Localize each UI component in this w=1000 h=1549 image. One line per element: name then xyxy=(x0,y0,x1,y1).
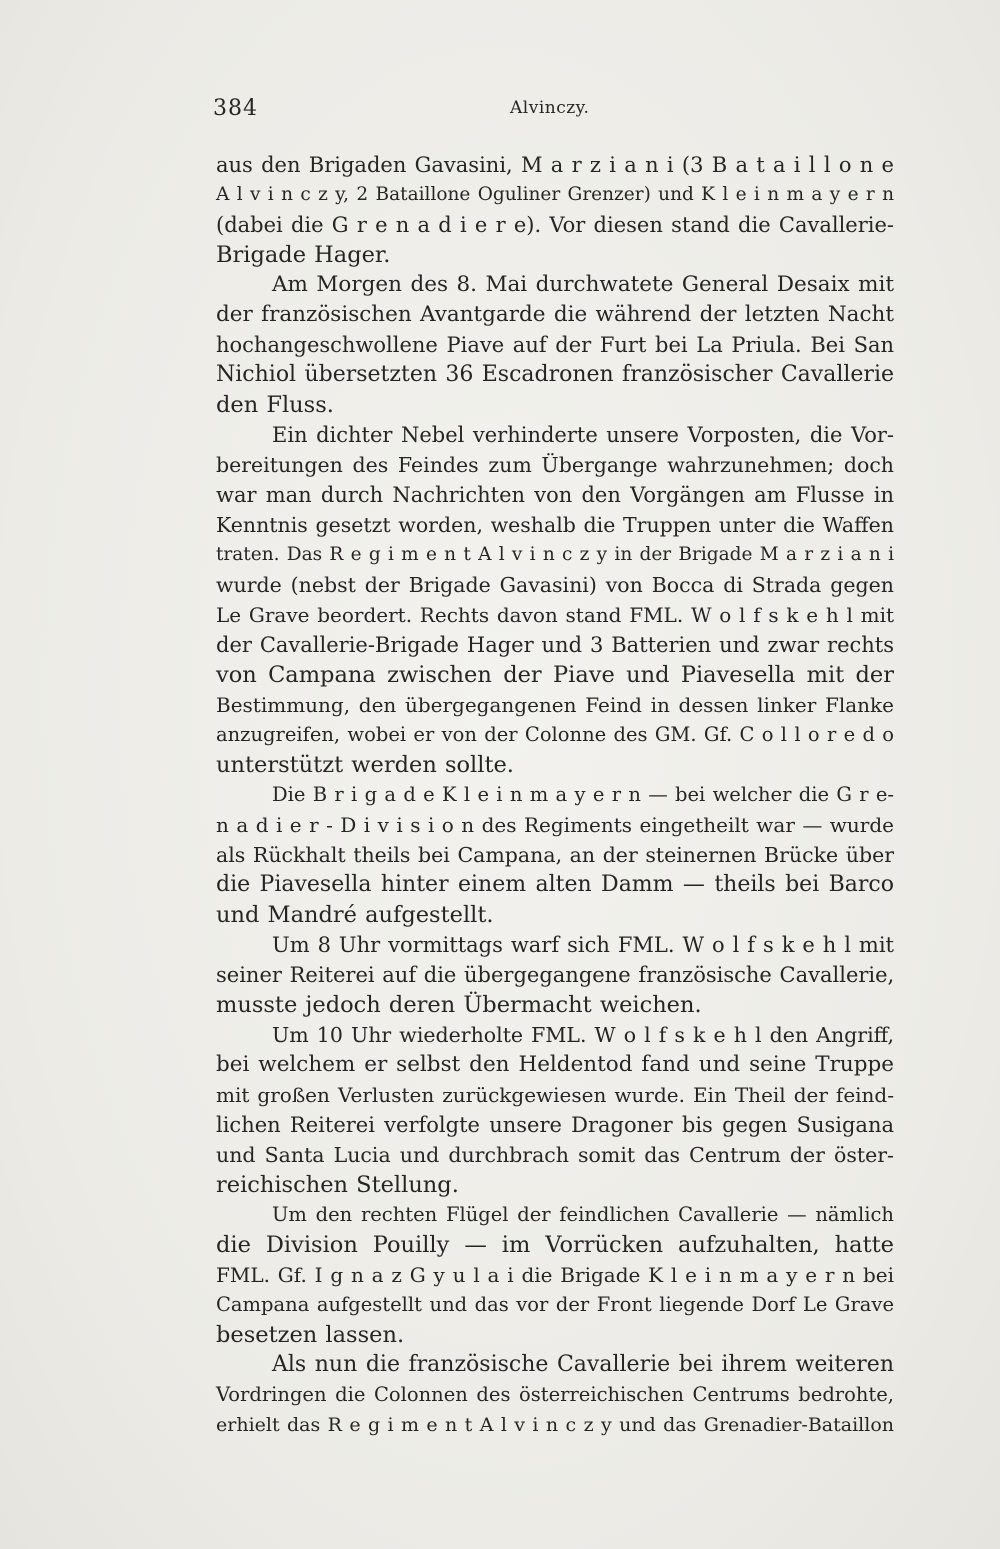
text-line: besetzen lassen. xyxy=(216,1322,405,1348)
text-line: Bestimmung, den übergegangenen Feind in dessen linker Flanke xyxy=(216,693,894,717)
text-line: Nichiol übersetzten 36 Escadronen französischer Cavallerie xyxy=(216,362,894,387)
text-line: n a d i e r - D i v i s i o n des Regiments eingetheilt war — wurde xyxy=(216,813,894,837)
text-line: reichischen Stellung. xyxy=(216,1172,459,1198)
text-line: musste jedoch deren Übermacht weichen. xyxy=(216,992,702,1018)
text-line: anzugreifen, wobei er von der Colonne des GM. Gf. C o l l o r e d o xyxy=(216,723,894,746)
text-line: Die B r i g a d e K l e i n m a y e r n — bei welcher die G r e- xyxy=(272,783,894,806)
text-line: bei welchem er selbst den Heldentod fand und seine Truppe xyxy=(216,1052,894,1077)
text-line: Um 8 Uhr vormittags warf sich FML. W o l f s k e h l mit xyxy=(272,933,894,957)
text-line: Am Morgen des 8. Mai durchwatete General Desaix mit xyxy=(272,272,894,297)
running-head: Alvinczy. xyxy=(510,98,590,118)
text-line: von Campana zwischen der Piave und Piavesella mit der xyxy=(216,662,894,688)
text-line: traten. Das R e g i m e n t A l v i n c z y in der Brigade M a r z i a n i xyxy=(216,544,894,565)
text-line: FML. Gf. I g n a z G y u l a i die Brigade K l e i n m a y e r n bei xyxy=(216,1263,894,1287)
text-line: Um den rechten Flügel der feindlichen Cavallerie — nämlich xyxy=(272,1203,894,1226)
text-line: mit großen Verlusten zurückgewiesen wurde. Ein Theil der feind- xyxy=(216,1083,894,1107)
text-line: bereitungen des Feindes zum Übergange wahrzunehmen; doch xyxy=(216,453,894,477)
text-line: und Mandré aufgestellt. xyxy=(216,902,494,928)
text-line: unterstützt werden sollte. xyxy=(216,752,514,778)
text-line: A l v i n c z y, 2 Bataillone Oguliner Grenzer) und K l e i n m a y e r n xyxy=(216,184,894,205)
text-line: aus den Brigaden Gavasini, M a r z i a n i (3 B a t a i l l o n e xyxy=(216,153,894,177)
text-line: die Piavesella hinter einem alten Damm — theils bei Barco xyxy=(216,872,894,897)
text-line: lichen Reiterei verfolgte unsere Dragoner bis gegen Susigana xyxy=(216,1113,894,1137)
text-line: Als nun die französische Cavallerie bei ihrem weiteren xyxy=(272,1352,894,1377)
text-line: war man durch Nachrichten von den Vorgängen am Flusse in xyxy=(216,483,894,507)
text-line: wurde (nebst der Brigade Gavasini) von Bocca di Strada gegen xyxy=(216,573,894,597)
text-line: seiner Reiterei auf die übergegangene französische Cavallerie, xyxy=(216,963,895,987)
text-line: die Division Pouilly — im Vorrücken aufzuhalten, hatte xyxy=(216,1232,894,1258)
text-line: Brigade Hager. xyxy=(216,242,391,268)
text-line: Ein dichter Nebel verhinderte unsere Vorposten, die Vor- xyxy=(272,423,894,447)
page-header xyxy=(213,96,893,126)
text-line: Um 10 Uhr wiederholte FML. W o l f s k e h l den Angriff, xyxy=(272,1023,894,1047)
text-line: (dabei die G r e n a d i e r e). Vor diesen stand die Cavallerie- xyxy=(216,213,894,237)
text-line: Campana aufgestellt und das vor der Front liegende Dorf Le Grave xyxy=(216,1293,894,1316)
text-line: der französischen Avantgarde die während der letzten Nacht xyxy=(216,302,894,327)
text-line: erhielt das R e g i m e n t A l v i n c z y und das Grenadier-Bataillon xyxy=(216,1414,894,1436)
text-line: den Fluss. xyxy=(216,392,334,418)
text-line: Le Grave beordert. Rechts davon stand FML. W o l f s k e h l mit xyxy=(216,603,894,627)
text-line: Vordringen die Colonnen des österreichischen Centrums bedrohte, xyxy=(216,1383,894,1406)
body-text xyxy=(216,150,894,1440)
text-line: als Rückhalt theils bei Campana, an der steinernen Brücke über xyxy=(216,843,894,867)
text-line: der Cavallerie-Brigade Hager und 3 Batterien und zwar rechts xyxy=(216,633,894,657)
page-number: 384 xyxy=(213,96,258,121)
text-line: hochangeschwollene Piave auf der Furt bei La Priula. Bei San xyxy=(216,333,894,357)
text-line: und Santa Lucia und durchbrach somit das Centrum der öster- xyxy=(216,1143,894,1167)
text-line: Kenntnis gesetzt worden, weshalb die Truppen unter die Waffen xyxy=(216,513,894,537)
